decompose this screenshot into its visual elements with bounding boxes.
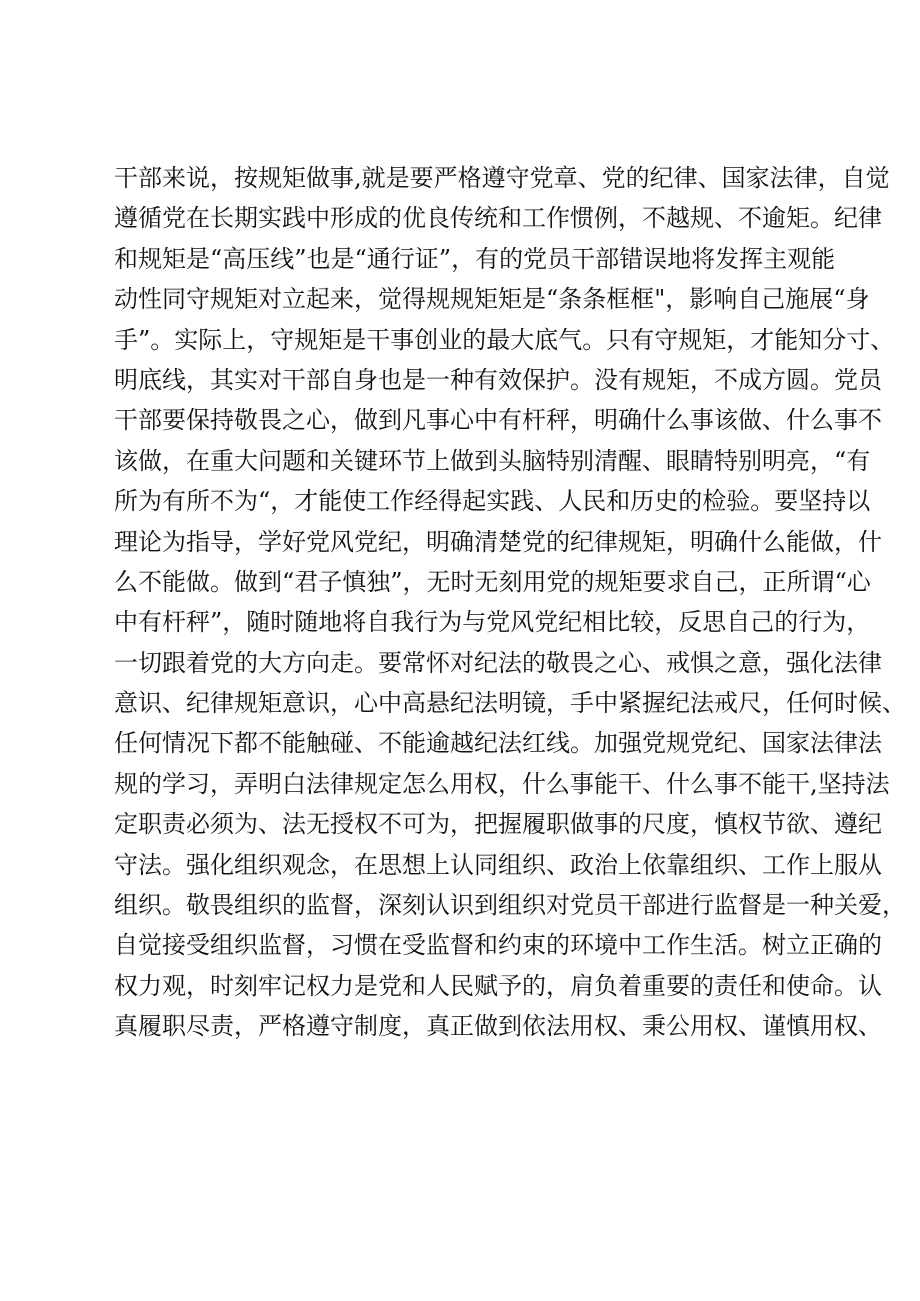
text-line: 和规矩是“高压线”也是“通行证”，有的党员干部错误地将发挥主观能 <box>114 244 836 273</box>
text-line: 理论为指导，学好党风党纪，明确清楚党的纪律规矩，明确什么能做，什 <box>114 527 882 556</box>
text-line: 动性同守规矩对立起来，觉得规规矩矩是“条条框框"，影响自己施展“身 <box>114 285 870 314</box>
text-line: 手”。实际上，守规矩是干事创业的最大底气。只有守规矩，才能知分寸、 <box>114 325 895 354</box>
text-line: 真履职尽责，严格遵守制度，真正做到依法用权、秉公用权、谨慎用权、 <box>114 1012 882 1041</box>
body-text <box>114 158 906 1047</box>
text-line: 明底线，其实对干部自身也是一种有效保护。没有规矩，不成方圆。党员 <box>114 365 882 394</box>
text-line: 权力观，时刻牢记权力是党和人民赋予的，肩负着重要的责任和使命。认 <box>114 971 882 1000</box>
text-line: 规的学习，弄明白法律规定怎么用权，什么事能干、什么事不能干,坚持法 <box>114 769 890 798</box>
text-line: 自觉接受组织监督，习惯在受监督和约束的环境中工作生活。树立正确的 <box>114 931 882 960</box>
text-line: 干部要保持敬畏之心，做到凡事心中有杆秤，明确什么事该做、什么事不 <box>114 406 882 435</box>
text-line: 定职责必须为、法无授权不可为，把握履职做事的尺度，慎权节欲、遵纪 <box>114 810 882 839</box>
text-line: 么不能做。做到“君子慎独”，无时无刻用党的规矩要求自己，正所谓“心 <box>114 567 871 596</box>
text-line: 该做，在重大问题和关键环节上做到头脑特别清醒、眼睛特别明亮，“有 <box>114 446 871 475</box>
text-line: 遵循党在长期实践中形成的优良传统和工作惯例，不越规、不逾矩。纪律 <box>114 204 882 233</box>
text-line: 所为有所不为“，才能使工作经得起实践、人民和历史的检验。要坚持以 <box>114 487 871 516</box>
text-line: 组织。敬畏组织的监督，深刻认识到组织对党员干部进行监督是一种关爱， <box>114 891 906 920</box>
text-line: 中有杆秤”，随时随地将自我行为与党风党纪相比较，反思自己的行为， <box>114 608 871 637</box>
text-line: 守法。强化组织观念，在思想上认同组织、政治上依靠组织、工作上服从 <box>114 850 882 879</box>
text-line: 意识、纪律规矩意识，心中高悬纪法明镜，手中紧握纪法戒尺，任何时候、 <box>114 689 906 718</box>
text-line: 任何情况下都不能触碰、不能逾越纪法红线。加强党规党纪、国家法律法 <box>114 729 882 758</box>
text-line: 干部来说，按规矩做事,就是要严格遵守党章、党的纪律、国家法律，自觉 <box>114 164 890 192</box>
text-line: 一切跟着党的大方向走。要常怀对纪法的敬畏之心、戒惧之意，强化法律 <box>114 648 882 677</box>
